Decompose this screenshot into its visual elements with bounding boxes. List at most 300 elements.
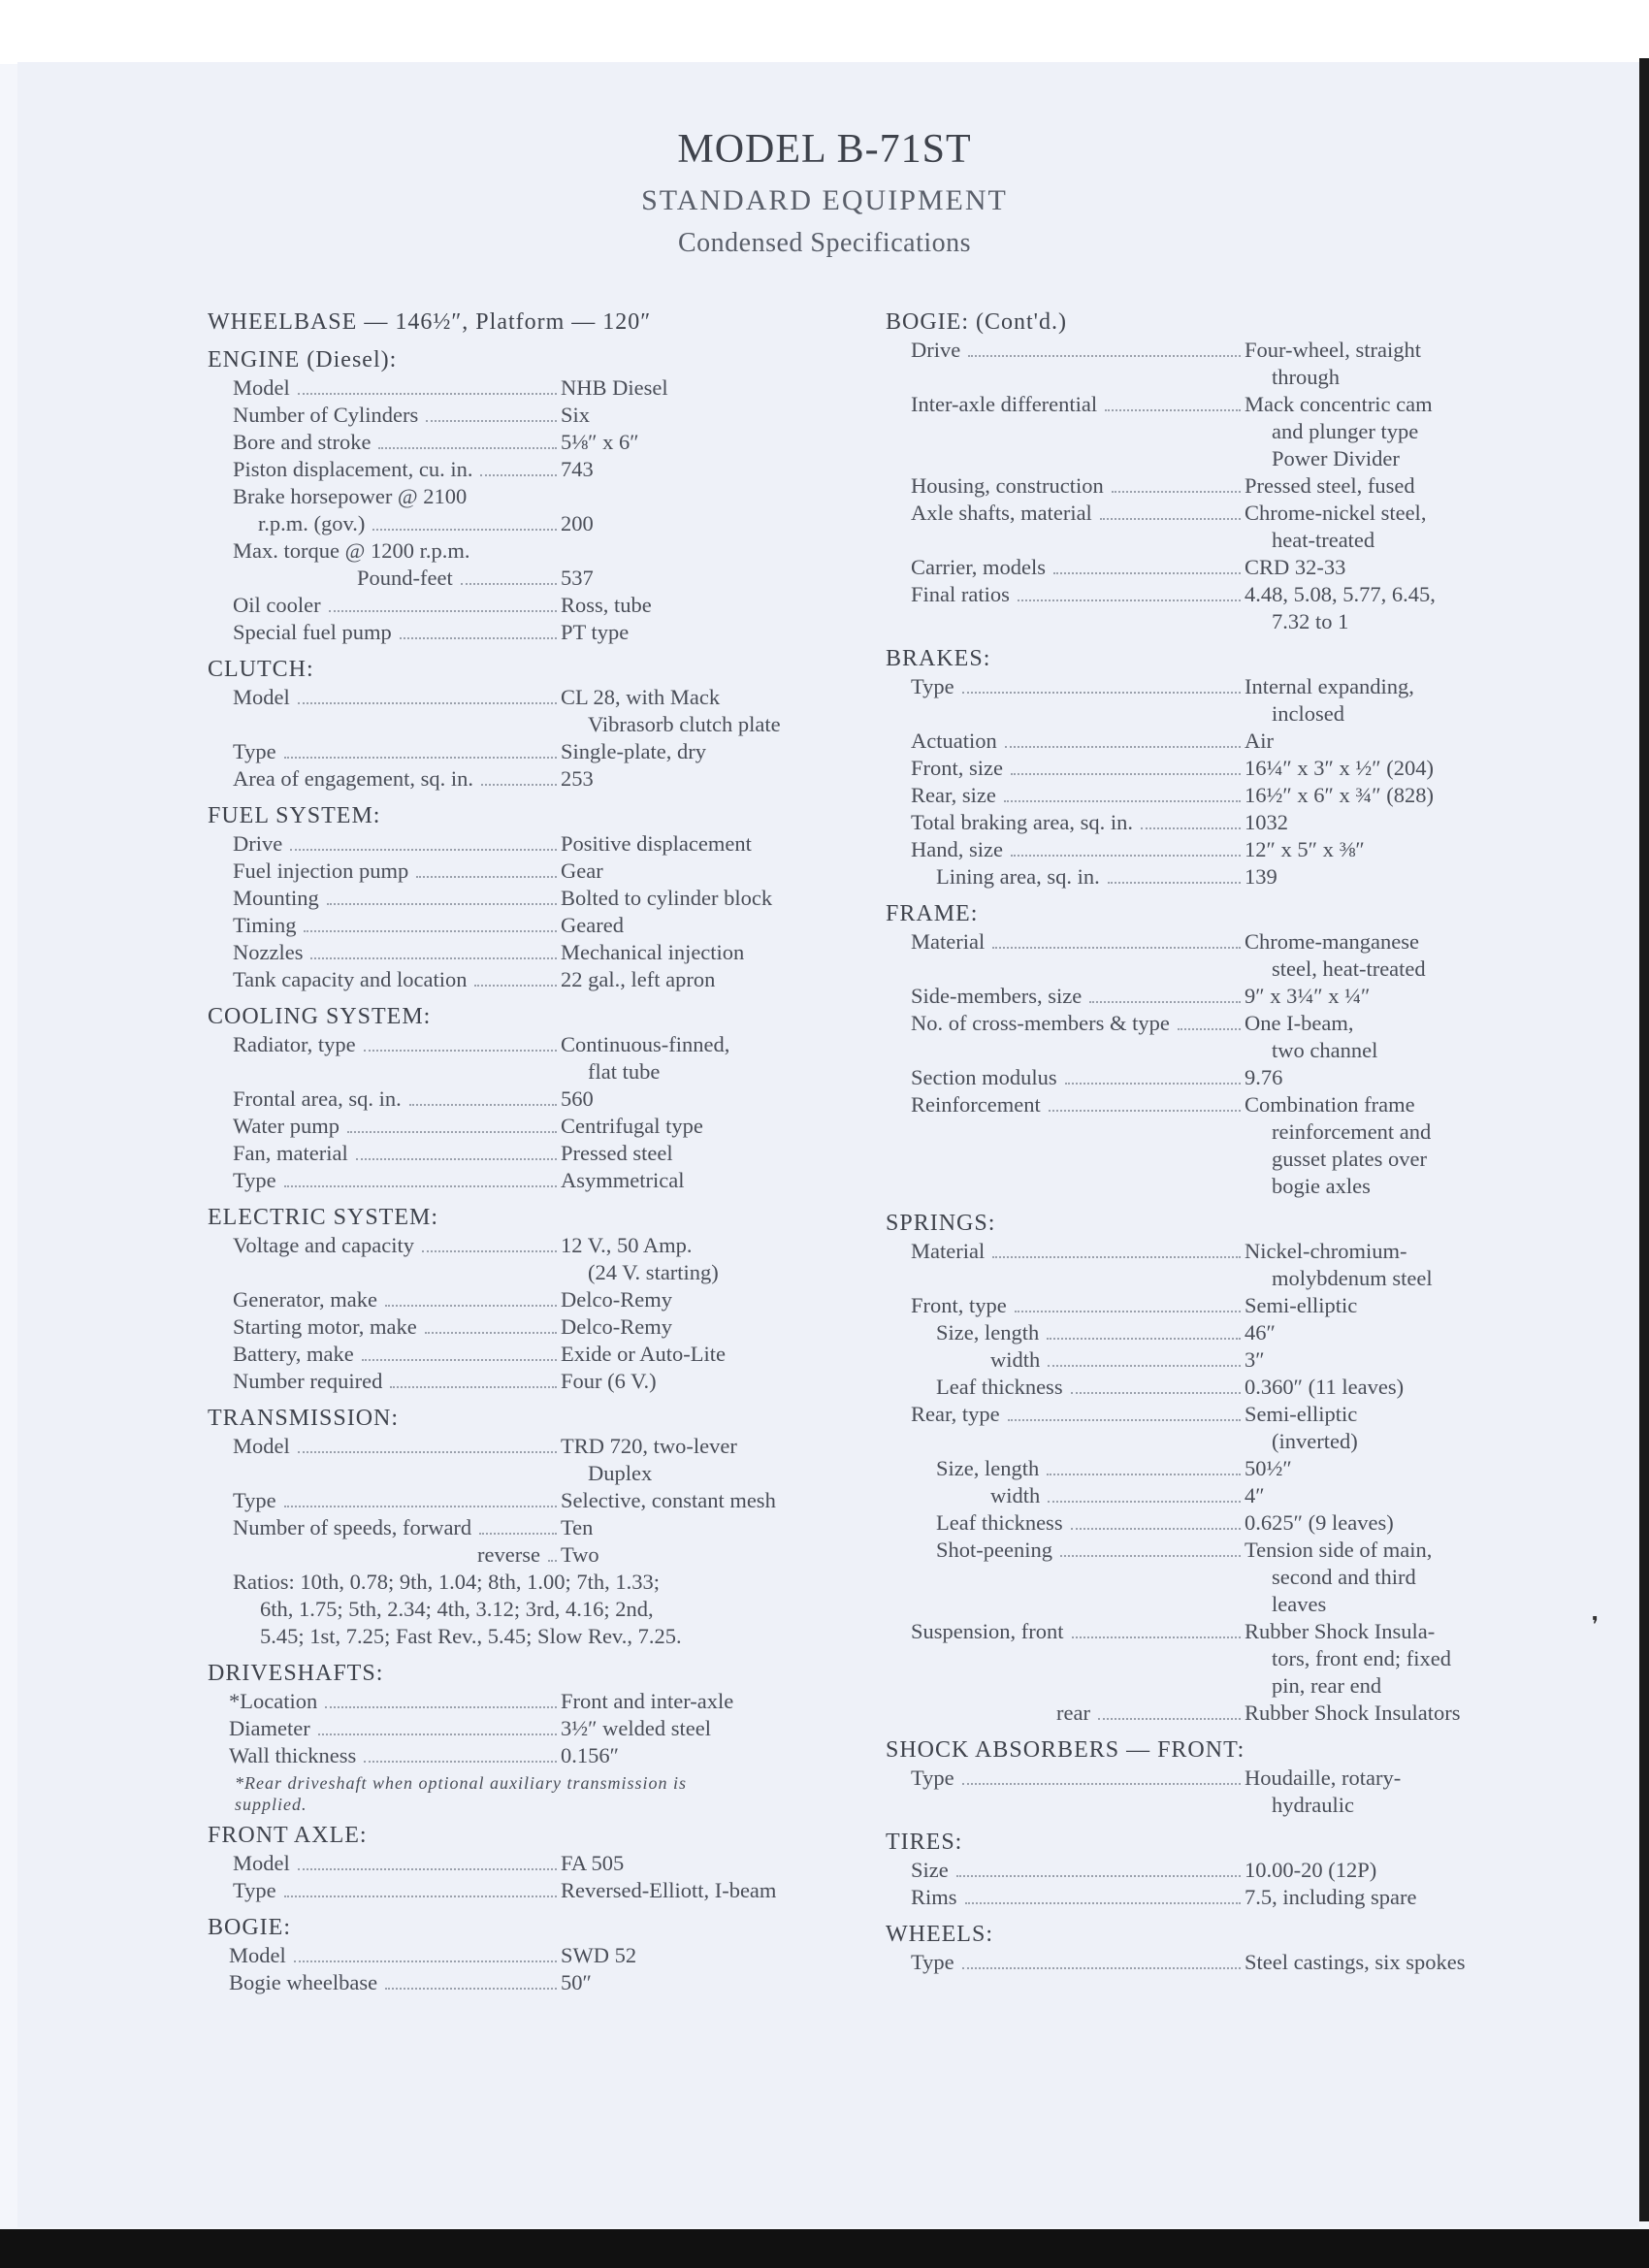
spec-value: Asymmetrical xyxy=(561,1168,685,1192)
section-heading: ELECTRIC SYSTEM: xyxy=(208,1205,439,1230)
leader-dots xyxy=(284,1506,557,1507)
leader-dots xyxy=(1098,1718,1241,1720)
section-heading: TIRES: xyxy=(886,1830,963,1855)
leader-dots xyxy=(284,1895,557,1897)
spec-label: Diameter xyxy=(229,1716,310,1740)
leader-dots xyxy=(329,610,557,612)
page-subsubtitle: Condensed Specifications xyxy=(677,228,972,258)
spec-value: 5⅛″ x 6″ xyxy=(561,430,639,454)
leader-dots xyxy=(294,1960,557,1962)
spec-value-continuation: tors, front end; fixed xyxy=(1272,1646,1451,1670)
spec-label: Type xyxy=(233,1878,276,1902)
spec-row xyxy=(477,1541,968,1569)
spec-label: Mounting xyxy=(233,886,319,910)
spec-row xyxy=(233,1113,968,1140)
spec-label: Carrier, models xyxy=(911,555,1047,579)
spec-row xyxy=(911,673,1649,700)
spec-row xyxy=(233,765,968,793)
leader-dots xyxy=(962,1967,1241,1969)
spec-label: Model xyxy=(233,685,290,709)
spec-label: Nozzles xyxy=(233,940,304,964)
leader-dots xyxy=(1011,773,1241,775)
leader-dots xyxy=(1018,599,1241,601)
spec-text: 6th, 1.75; 5th, 2.34; 4th, 3.12; 3rd, 4.16; 2nd, xyxy=(260,1597,654,1621)
spec-text: *Rear driveshaft when optional auxiliary transmission is xyxy=(235,1773,687,1793)
spec-row xyxy=(233,830,968,858)
spec-value: Delco-Remy xyxy=(561,1287,672,1312)
spec-row xyxy=(936,1537,1649,1564)
spec-value: SWD 52 xyxy=(561,1943,637,1967)
spec-value: Internal expanding, xyxy=(1245,674,1414,698)
leader-dots xyxy=(298,1451,557,1453)
spec-row xyxy=(911,1292,1649,1319)
spec-row xyxy=(911,728,1649,755)
spec-label: Axle shafts, material xyxy=(911,501,1092,525)
spec-row xyxy=(233,1341,968,1368)
spec-row xyxy=(911,1765,1649,1792)
spec-row xyxy=(911,472,1649,500)
leader-dots xyxy=(1005,746,1241,748)
leader-dots xyxy=(1065,1083,1241,1085)
leader-dots xyxy=(1008,1419,1241,1421)
spec-row xyxy=(233,1877,968,1904)
spec-row xyxy=(233,1514,968,1541)
leader-dots xyxy=(298,393,557,395)
leader-dots xyxy=(385,1988,557,1990)
spec-text: Max. torque @ 1200 r.p.m. xyxy=(233,538,470,563)
spec-value: Reversed-Elliott, I-beam xyxy=(561,1878,777,1902)
leader-dots xyxy=(1049,1110,1241,1112)
spec-row xyxy=(233,912,968,939)
leader-dots xyxy=(364,1761,557,1763)
spec-label: Wall thickness xyxy=(229,1743,357,1767)
spec-value-continuation: and plunger type xyxy=(1272,419,1419,443)
spec-value-continuation: Power Divider xyxy=(1272,446,1400,470)
leader-dots xyxy=(390,1386,557,1388)
spec-value: CRD 32-33 xyxy=(1245,555,1346,579)
spec-label: Special fuel pump xyxy=(233,620,392,644)
spec-row xyxy=(936,1374,1649,1401)
spec-text: supplied. xyxy=(235,1795,307,1814)
spec-value-continuation: steel, heat-treated xyxy=(1272,956,1426,981)
leader-dots xyxy=(347,1131,557,1133)
spec-label: Fan, material xyxy=(233,1141,348,1165)
leader-dots xyxy=(409,1104,557,1106)
spec-label: *Location xyxy=(229,1689,318,1713)
spec-value: 22 gal., left apron xyxy=(561,967,716,991)
spec-label: Oil cooler xyxy=(233,593,321,617)
spec-value: Chrome-manganese xyxy=(1245,929,1419,954)
spec-row xyxy=(233,1313,968,1341)
spec-label: Drive xyxy=(233,831,283,856)
spec-value-continuation: second and third xyxy=(1272,1565,1416,1589)
spec-value: 200 xyxy=(561,511,594,535)
spec-row xyxy=(911,782,1649,809)
spec-value: 0.156″ xyxy=(561,1743,619,1767)
stray-mark: ❜ xyxy=(1591,1612,1599,1636)
leader-dots xyxy=(1112,491,1241,493)
leader-dots xyxy=(1053,572,1241,574)
leader-dots xyxy=(962,692,1241,694)
spec-row xyxy=(233,374,968,402)
spec-row xyxy=(233,592,968,619)
spec-value: Tension side of main, xyxy=(1245,1538,1433,1562)
spec-label: Model xyxy=(229,1943,286,1967)
spec-label: Side-members, size xyxy=(911,984,1083,1008)
spec-value: Rubber Shock Insulators xyxy=(1245,1701,1461,1725)
leader-dots xyxy=(325,1706,557,1708)
spec-row xyxy=(911,1238,1649,1265)
spec-row xyxy=(233,1167,968,1194)
leader-dots xyxy=(962,1783,1241,1785)
section-heading: WHEELS: xyxy=(886,1922,993,1947)
spec-value: 46″ xyxy=(1245,1320,1276,1345)
spec-value: 1032 xyxy=(1245,810,1288,834)
spec-value: 0.625″ (9 leaves) xyxy=(1245,1510,1394,1535)
spec-value: Houdaille, rotary- xyxy=(1245,1766,1402,1790)
spec-value: 12″ x 5″ x ⅜″ xyxy=(1245,837,1365,861)
leader-dots xyxy=(372,529,557,531)
section-heading: BRAKES: xyxy=(886,646,991,671)
leader-dots xyxy=(1047,1338,1241,1340)
spec-value: 3″ xyxy=(1245,1347,1265,1372)
spec-value-continuation: heat-treated xyxy=(1272,528,1375,552)
leader-dots xyxy=(1047,1474,1241,1475)
leader-dots xyxy=(290,849,557,851)
spec-label: Reinforcement xyxy=(911,1092,1041,1117)
spec-row xyxy=(911,1064,1649,1091)
spec-value: 16¼″ x 3″ x ½″ (204) xyxy=(1245,756,1434,780)
spec-label: Section modulus xyxy=(911,1065,1057,1089)
spec-label: Starting motor, make xyxy=(233,1314,417,1339)
spec-value-continuation: molybdenum steel xyxy=(1272,1266,1433,1290)
leader-dots xyxy=(1060,1555,1241,1557)
spec-value: 560 xyxy=(561,1086,594,1111)
spec-label: Suspension, front xyxy=(911,1619,1064,1643)
spec-value: 4″ xyxy=(1245,1483,1265,1507)
page-subtitle: STANDARD EQUIPMENT xyxy=(641,184,1008,216)
leader-dots xyxy=(1100,518,1241,520)
spec-value: Single-plate, dry xyxy=(561,739,706,763)
spec-value-continuation: pin, rear end xyxy=(1272,1673,1382,1698)
spec-label: Material xyxy=(911,1239,986,1263)
scan-top-margin xyxy=(0,0,1649,64)
spec-row xyxy=(233,1031,968,1058)
spec-label: Final ratios xyxy=(911,582,1010,606)
leader-dots xyxy=(481,784,557,786)
spec-row xyxy=(990,1482,1649,1509)
spec-label: Shot-peening xyxy=(936,1538,1052,1562)
spec-value: 139 xyxy=(1245,864,1277,889)
spec-value-continuation: 7.32 to 1 xyxy=(1272,609,1349,633)
spec-value-continuation: (inverted) xyxy=(1272,1429,1358,1453)
spec-row xyxy=(936,863,1649,891)
spec-label: Bogie wheelbase xyxy=(229,1970,378,1994)
leader-dots xyxy=(400,637,557,639)
leader-dots xyxy=(284,1185,557,1187)
spec-label: Hand, size xyxy=(911,837,1003,861)
spec-label: Pound-feet xyxy=(357,566,453,590)
spec-value: Four (6 V.) xyxy=(561,1369,657,1393)
leader-dots xyxy=(1071,1392,1241,1394)
spec-value-continuation: inclosed xyxy=(1272,701,1344,726)
section-heading: BOGIE: xyxy=(208,1915,291,1940)
spec-value: Selective, constant mesh xyxy=(561,1488,776,1512)
spec-label: Timing xyxy=(233,913,297,937)
spec-value: 3½″ welded steel xyxy=(561,1716,711,1740)
spec-value: 0.360″ (11 leaves) xyxy=(1245,1375,1405,1399)
spec-row xyxy=(911,809,1649,836)
section-heading: TRANSMISSION: xyxy=(208,1406,400,1431)
section-heading: COOLING SYSTEM: xyxy=(208,1004,432,1029)
leader-dots xyxy=(284,757,557,759)
spec-value: NHB Diesel xyxy=(561,375,668,400)
spec-value: Four-wheel, straight xyxy=(1245,338,1422,362)
spec-row xyxy=(911,1010,1649,1037)
spec-value: 4.48, 5.08, 5.77, 6.45, xyxy=(1245,582,1436,606)
spec-label: rear xyxy=(1056,1701,1090,1725)
spec-value: 9″ x 3¼″ x ¼″ xyxy=(1245,984,1371,1008)
leader-dots xyxy=(304,930,557,932)
spec-label: Voltage and capacity xyxy=(233,1233,415,1257)
scan-edge-bottom xyxy=(0,2229,1649,2268)
spec-row xyxy=(233,885,968,912)
section-heading: SHOCK ABSORBERS — FRONT: xyxy=(886,1737,1245,1763)
spec-label: Battery, make xyxy=(233,1342,354,1366)
spec-row xyxy=(233,1368,968,1395)
spec-value-continuation: flat tube xyxy=(588,1059,661,1084)
spec-label: Model xyxy=(233,1434,290,1458)
spec-label: Rear, size xyxy=(911,783,996,807)
spec-text: Ratios: 10th, 0.78; 9th, 1.04; 8th, 1.00; 7th, 1.33; xyxy=(233,1570,661,1594)
spec-value-continuation: reinforcement and xyxy=(1272,1119,1432,1144)
spec-value-continuation: gusset plates over xyxy=(1272,1147,1427,1171)
spec-row xyxy=(936,1509,1649,1537)
spec-value-continuation: leaves xyxy=(1272,1592,1327,1616)
spec-row xyxy=(911,1401,1649,1428)
spec-value: 7.5, including spare xyxy=(1245,1885,1417,1909)
leader-dots xyxy=(310,957,557,959)
spec-value: Steel castings, six spokes xyxy=(1245,1950,1466,1974)
section-heading: CLUTCH: xyxy=(208,657,314,682)
spec-row xyxy=(911,1884,1649,1911)
spec-label: Number of Cylinders xyxy=(233,403,419,427)
leader-dots xyxy=(968,355,1241,357)
section-heading: FRAME: xyxy=(886,901,979,926)
spec-row xyxy=(229,1969,968,1996)
section-heading: FRONT AXLE: xyxy=(208,1823,368,1848)
spec-value: TRD 720, two-lever xyxy=(561,1434,737,1458)
spec-row xyxy=(911,1857,1649,1884)
spec-text: 5.45; 1st, 7.25; Fast Rev., 5.45; Slow Rev., 7.25. xyxy=(260,1624,682,1648)
spec-label: Piston displacement, cu. in. xyxy=(233,457,473,481)
spec-value-continuation: (24 V. starting) xyxy=(588,1260,719,1284)
spec-label: Number of speeds, forward xyxy=(233,1515,472,1539)
spec-row xyxy=(229,1742,968,1769)
spec-row xyxy=(911,1949,1649,1976)
leader-dots xyxy=(480,474,557,476)
section-heading: WHEELBASE — 146½″, Platform — 120″ xyxy=(208,309,652,335)
spec-value-continuation: Duplex xyxy=(588,1461,653,1485)
spec-label: Type xyxy=(911,1950,954,1974)
spec-label: Model xyxy=(233,1851,290,1875)
spec-value: Air xyxy=(1245,729,1274,753)
spec-label: Drive xyxy=(911,338,961,362)
spec-label: Number required xyxy=(233,1369,383,1393)
spec-value: PT type xyxy=(561,620,630,644)
spec-label: Actuation xyxy=(911,729,997,753)
spec-label: Material xyxy=(911,929,986,954)
spec-value: One I-beam, xyxy=(1245,1011,1354,1035)
spec-label: Bore and stroke xyxy=(233,430,372,454)
spec-label: Type xyxy=(911,674,954,698)
leader-dots xyxy=(965,1902,1241,1904)
spec-label: Total braking area, sq. in. xyxy=(911,810,1133,834)
spec-row xyxy=(233,1433,968,1460)
spec-row xyxy=(911,755,1649,782)
leader-dots xyxy=(422,1250,557,1252)
leader-dots xyxy=(1072,1636,1242,1638)
spec-row xyxy=(233,684,968,711)
spec-row xyxy=(911,337,1649,364)
leader-dots xyxy=(298,1868,557,1870)
leader-dots xyxy=(1141,827,1241,829)
spec-value: CL 28, with Mack xyxy=(561,685,721,709)
spec-value: 10.00-20 (12P) xyxy=(1245,1858,1377,1882)
spec-value: Front and inter-axle xyxy=(561,1689,734,1713)
spec-value: Gear xyxy=(561,859,603,883)
spec-label: r.p.m. (gov.) xyxy=(258,511,366,535)
leader-dots xyxy=(1011,855,1241,857)
spec-value: 537 xyxy=(561,566,594,590)
leader-dots xyxy=(378,447,557,449)
spec-label: Lining area, sq. in. xyxy=(936,864,1100,889)
section-heading: ENGINE (Diesel): xyxy=(208,347,398,373)
spec-row xyxy=(229,1715,968,1742)
spec-row xyxy=(233,966,968,993)
spec-value: Exide or Auto-Lite xyxy=(561,1342,726,1366)
spec-row xyxy=(936,1455,1649,1482)
spec-label: Leaf thickness xyxy=(936,1375,1063,1399)
spec-value: Two xyxy=(561,1542,599,1567)
spec-value: Bolted to cylinder block xyxy=(561,886,773,910)
spec-row xyxy=(233,429,968,456)
spec-value: Ten xyxy=(561,1515,594,1539)
spec-label: Size xyxy=(911,1858,949,1882)
spec-label: Leaf thickness xyxy=(936,1510,1063,1535)
spec-label: Radiator, type xyxy=(233,1032,356,1056)
spec-value: Pressed steel, fused xyxy=(1245,473,1415,498)
spec-value: Semi-elliptic xyxy=(1245,1402,1358,1426)
spec-row xyxy=(911,391,1649,418)
spec-row xyxy=(233,619,968,646)
spec-value: 16½″ x 6″ x ¾″ (828) xyxy=(1245,783,1434,807)
spec-row xyxy=(911,983,1649,1010)
spec-value-continuation: through xyxy=(1272,365,1340,389)
spec-row xyxy=(911,1618,1649,1645)
spec-label: Fuel injection pump xyxy=(233,859,409,883)
spec-label: Frontal area, sq. in. xyxy=(233,1086,402,1111)
spec-value: Chrome-nickel steel, xyxy=(1245,501,1427,525)
spec-value: Delco-Remy xyxy=(561,1314,672,1339)
spec-row xyxy=(911,500,1649,527)
leader-dots xyxy=(1048,1365,1241,1367)
leader-dots xyxy=(548,1560,557,1562)
spec-value-continuation: hydraulic xyxy=(1272,1793,1354,1817)
leader-dots xyxy=(1089,1001,1241,1003)
section-heading: BOGIE: (Cont'd.) xyxy=(886,309,1067,335)
spec-label: Housing, construction xyxy=(911,473,1104,498)
spec-label: Size, length xyxy=(936,1320,1040,1345)
spec-value: Mack concentric cam xyxy=(1245,392,1433,416)
leader-dots xyxy=(362,1359,557,1361)
spec-value: Centrifugal type xyxy=(561,1114,703,1138)
spec-label: Type xyxy=(911,1766,954,1790)
spec-row xyxy=(233,939,968,966)
spec-row xyxy=(233,1085,968,1113)
spec-row xyxy=(233,1850,968,1877)
spec-row xyxy=(258,510,968,537)
spec-value: Continuous-finned, xyxy=(561,1032,730,1056)
spec-value: 50½″ xyxy=(1245,1456,1292,1480)
leader-dots xyxy=(356,1158,557,1160)
spec-value: FA 505 xyxy=(561,1851,625,1875)
leader-dots xyxy=(992,947,1241,949)
leader-dots xyxy=(426,420,557,422)
leader-dots xyxy=(956,1875,1241,1877)
spec-row xyxy=(233,1232,968,1259)
spec-row xyxy=(911,1091,1649,1118)
spec-value: Ross, tube xyxy=(561,593,652,617)
spec-label: width xyxy=(990,1483,1041,1507)
spec-value: Positive displacement xyxy=(561,831,752,856)
spec-label: Type xyxy=(233,1488,276,1512)
spec-row xyxy=(233,738,968,765)
spec-label: width xyxy=(990,1347,1041,1372)
spec-label: Inter-axle differential xyxy=(911,392,1098,416)
spec-value: Pressed steel xyxy=(561,1141,673,1165)
spec-label: reverse xyxy=(477,1542,540,1567)
spec-label: No. of cross-members & type xyxy=(911,1011,1170,1035)
leader-dots xyxy=(425,1332,557,1334)
spec-value: 12 V., 50 Amp. xyxy=(561,1233,693,1257)
spec-row xyxy=(233,858,968,885)
leader-dots xyxy=(385,1305,557,1307)
spec-row xyxy=(233,456,968,483)
leader-dots xyxy=(1105,409,1241,411)
spec-row xyxy=(233,402,968,429)
spec-value: 9.76 xyxy=(1245,1065,1283,1089)
section-heading: DRIVESHAFTS: xyxy=(208,1661,384,1686)
section-heading: SPRINGS: xyxy=(886,1211,996,1236)
spec-row xyxy=(936,1319,1649,1346)
spec-value-continuation: Vibrasorb clutch plate xyxy=(588,712,781,736)
spec-label: Generator, make xyxy=(233,1287,378,1312)
spec-label: Type xyxy=(233,1168,276,1192)
spec-value: Semi-elliptic xyxy=(1245,1293,1358,1317)
spec-row xyxy=(911,581,1649,608)
spec-label: Rims xyxy=(911,1885,957,1909)
spec-value: Geared xyxy=(561,913,624,937)
spec-label: Rear, type xyxy=(911,1402,1000,1426)
spec-label: Water pump xyxy=(233,1114,340,1138)
spec-label: Size, length xyxy=(936,1456,1040,1480)
spec-label: Front, type xyxy=(911,1293,1007,1317)
spec-row xyxy=(233,1140,968,1167)
spec-row xyxy=(911,928,1649,956)
leader-dots xyxy=(992,1256,1241,1258)
leader-dots xyxy=(479,1533,557,1535)
